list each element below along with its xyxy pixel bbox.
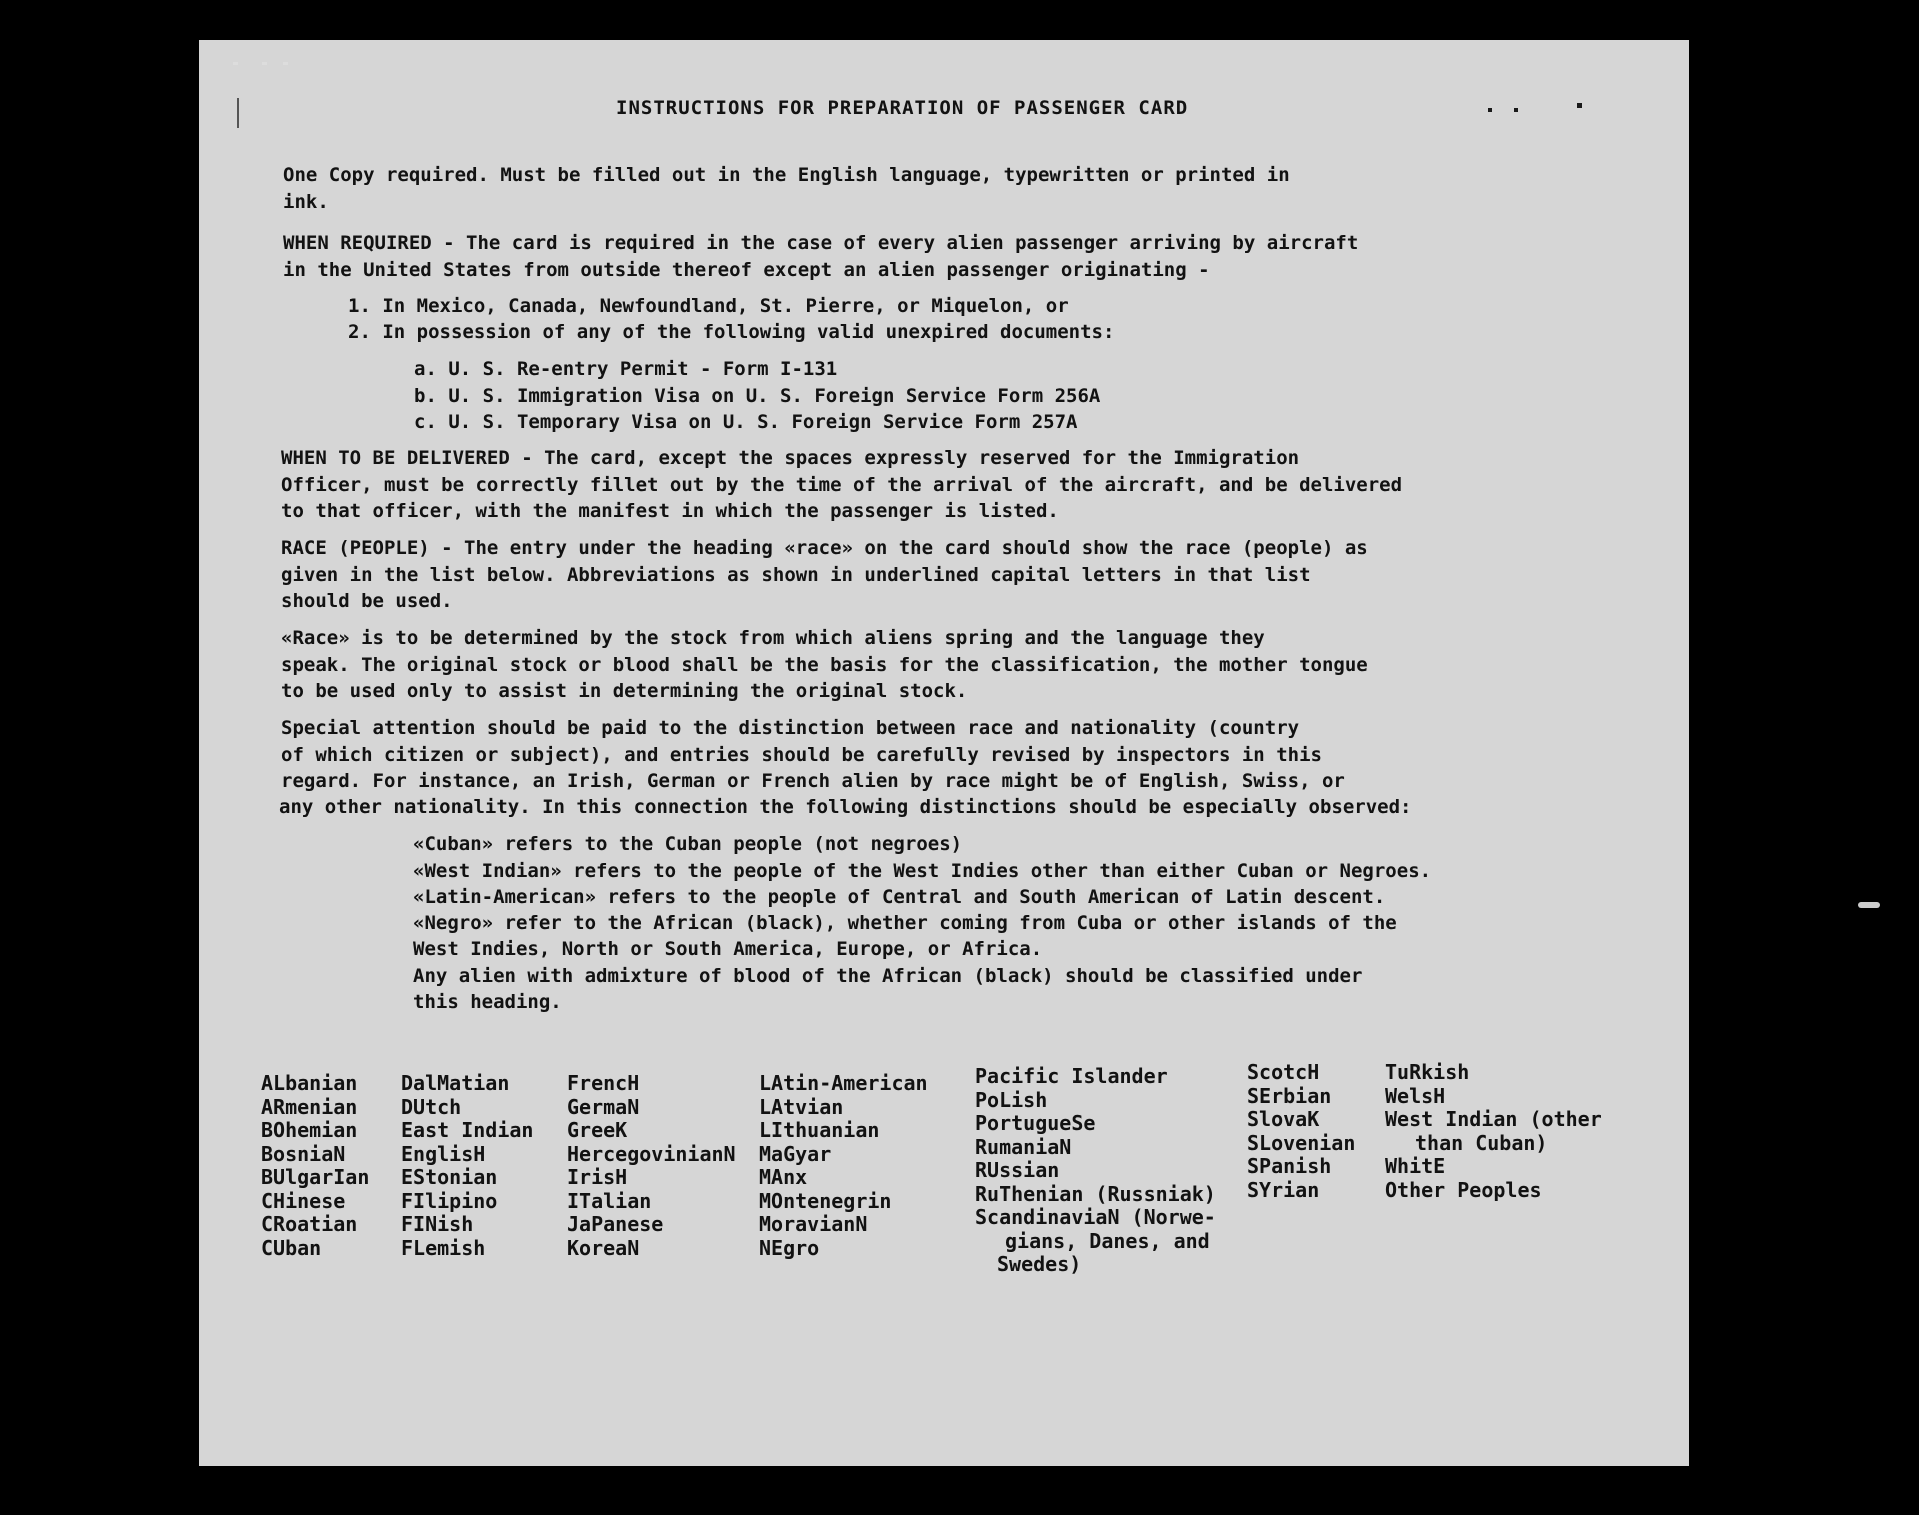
race-item: Other Peoples: [1385, 1177, 1542, 1202]
race-item: ScandinaviaN (Norwe-: [975, 1205, 1216, 1229]
when-delivered-line-3: to that officer, with the manifest in which the passenger is listed.: [281, 500, 1059, 522]
scan-mark: [237, 98, 239, 128]
race-item: IrisH: [567, 1165, 628, 1189]
race-item: LIthuanian: [759, 1118, 880, 1142]
race-item: NEgro: [759, 1235, 820, 1260]
race-item: KoreaN: [567, 1235, 640, 1260]
race-item: GreeK: [567, 1118, 628, 1142]
race-item: ALbanian: [261, 1071, 358, 1095]
race-item: FIlipino: [401, 1188, 498, 1213]
race-item: SErbian: [1247, 1083, 1332, 1108]
race-column-3: [567, 1072, 736, 1260]
intro-line-1: One Copy required. Must be filled out in the English language, typewritten or printed in: [283, 164, 1290, 186]
race-item: EStonian: [401, 1165, 498, 1189]
race-column-2: [401, 1072, 533, 1260]
document-title: INSTRUCTIONS FOR PREPARATION OF PASSENGER CARD: [616, 97, 1189, 119]
race-item: BOhemian: [261, 1118, 358, 1142]
race-determined-line-1: «Race» is to be determined by the stock from which aliens spring and the language they: [281, 627, 1265, 649]
special-attention-line-1: Special attention should be paid to the distinction between race and nationality (country: [281, 717, 1300, 739]
document-b: b. U. S. Immigration Visa on U. S. Foreign Service Form 256A: [414, 385, 1101, 407]
scan-mark: [1488, 108, 1492, 112]
distinction-cuban: «Cuban» refers to the Cuban people (not negroes): [413, 833, 963, 855]
distinction-negro: «Negro» refer to the African (black), whether coming from Cuba or other islands of the: [413, 912, 1397, 934]
race-item: MAnx: [759, 1165, 808, 1189]
condition-1: 1. In Mexico, Canada, Newfoundland, St. Pierre, or Miquelon, or: [348, 295, 1069, 317]
race-item: ARmenian: [261, 1094, 358, 1119]
race-column-5: [975, 1065, 1216, 1277]
race-column-1: [261, 1072, 369, 1260]
race-item: ITalian: [567, 1188, 652, 1213]
race-item: WhitE: [1385, 1154, 1446, 1178]
race-people-line-1: RACE (PEOPLE) - The entry under the heading «race» on the card should show the race (people) as: [281, 537, 1368, 559]
race-item: FrencH: [567, 1071, 640, 1095]
race-determined-line-3: to be used only to assist in determining the original stock.: [281, 680, 968, 702]
race-column-6: [1247, 1061, 1355, 1202]
scan-mark: [283, 62, 288, 65]
race-people-line-2: given in the list below. Abbreviations as shown in underlined capital letters in that list: [281, 564, 1311, 586]
scan-mark: [1514, 108, 1518, 112]
race-item: WelsH: [1385, 1083, 1446, 1108]
race-item: BUlgarIan: [261, 1165, 370, 1189]
distinction-west-indian: «West Indian» refers to the people of the West Indies other than either Cuban or Negroes.: [413, 860, 1432, 882]
race-item: LAtin-American: [759, 1071, 928, 1095]
race-item: SYrian: [1247, 1177, 1320, 1202]
when-required-line-2: in the United States from outside thereof except an alien passenger originating -: [283, 259, 1210, 281]
intro-line-2: ink.: [283, 191, 329, 213]
race-item: DalMatian: [401, 1071, 510, 1095]
race-item-continued: gians, Danes, and: [1005, 1228, 1210, 1253]
race-item: FLemish: [401, 1235, 486, 1260]
document-a: a. U. S. Re-entry Permit - Form I-131: [414, 358, 838, 380]
race-item-continued: than Cuban): [1415, 1130, 1548, 1155]
race-determined-line-2: speak. The original stock or blood shall be the basis for the classification, the mother tongue: [281, 654, 1368, 676]
race-column-7: [1385, 1061, 1602, 1202]
scan-mark: [262, 62, 267, 65]
race-item: FINish: [401, 1212, 474, 1236]
race-item: PoLish: [975, 1087, 1048, 1112]
distinction-admixture-cont: this heading.: [413, 991, 562, 1013]
race-item: RUssian: [975, 1158, 1060, 1182]
race-item: CUban: [261, 1235, 322, 1260]
when-delivered-line-2: Officer, must be correctly fillet out by the time of the arrival of the aircraft, and be delivered: [281, 474, 1403, 496]
distinction-negro-cont: West Indies, North or South America, Europe, or Africa.: [413, 938, 1043, 960]
race-item: CHinese: [261, 1188, 346, 1213]
race-item: MaGyar: [759, 1141, 832, 1166]
race-item: MoravianN: [759, 1212, 868, 1236]
race-item-continued: Swedes): [997, 1252, 1082, 1276]
race-item: RumaniaN: [975, 1134, 1072, 1159]
when-delivered-line-1: WHEN TO BE DELIVERED - The card, except the spaces expressly reserved for the Immigration: [281, 447, 1300, 469]
race-item: RuThenian (Russniak): [975, 1181, 1216, 1206]
race-item: Pacific Islander: [975, 1064, 1168, 1088]
race-item: BosniaN: [261, 1141, 346, 1166]
race-item: TuRkish: [1385, 1060, 1470, 1084]
scan-mark: [1858, 902, 1880, 908]
special-attention-line-2: of which citizen or subject), and entries should be carefully revised by inspectors in this: [281, 744, 1322, 766]
scan-mark: [1577, 103, 1582, 108]
special-attention-line-3: regard. For instance, an Irish, German or French alien by race might be of English, Swiss, or: [281, 770, 1345, 792]
document-page: [199, 40, 1689, 1466]
race-item: EnglisH: [401, 1141, 486, 1166]
race-item: JaPanese: [567, 1212, 664, 1236]
race-column-4: [759, 1072, 928, 1260]
race-people-line-3: should be used.: [281, 590, 453, 612]
race-item: West Indian (other: [1385, 1107, 1602, 1131]
race-item: GermaN: [567, 1094, 640, 1119]
when-required-line-1: WHEN REQUIRED - The card is required in the case of every alien passenger arriving by aircraft: [283, 232, 1359, 254]
race-item: East Indian: [401, 1118, 534, 1142]
race-item: SlovaK: [1247, 1107, 1320, 1131]
race-item: PortugueSe: [975, 1111, 1096, 1135]
race-item: SPanish: [1247, 1154, 1332, 1178]
special-attention-line-4: any other nationality. In this connection the following distinctions should be especially observed:: [279, 796, 1412, 818]
distinction-admixture: Any alien with admixture of blood of the African (black) should be classified under: [413, 965, 1363, 987]
race-item: LAtvian: [759, 1094, 844, 1119]
scan-mark: [233, 62, 238, 65]
race-item: DUtch: [401, 1094, 462, 1119]
distinction-latin-american: «Latin-American» refers to the people of Central and South American of Latin descent.: [413, 886, 1386, 908]
condition-2: 2. In possession of any of the following valid unexpired documents:: [348, 321, 1115, 343]
race-item: SLovenian: [1247, 1130, 1356, 1155]
race-item: CRoatian: [261, 1212, 358, 1236]
race-item: MOntenegrin: [759, 1188, 892, 1213]
race-item: ScotcH: [1247, 1060, 1320, 1084]
race-item: HercegovinianN: [567, 1141, 736, 1166]
document-c: c. U. S. Temporary Visa on U. S. Foreign Service Form 257A: [414, 411, 1078, 433]
